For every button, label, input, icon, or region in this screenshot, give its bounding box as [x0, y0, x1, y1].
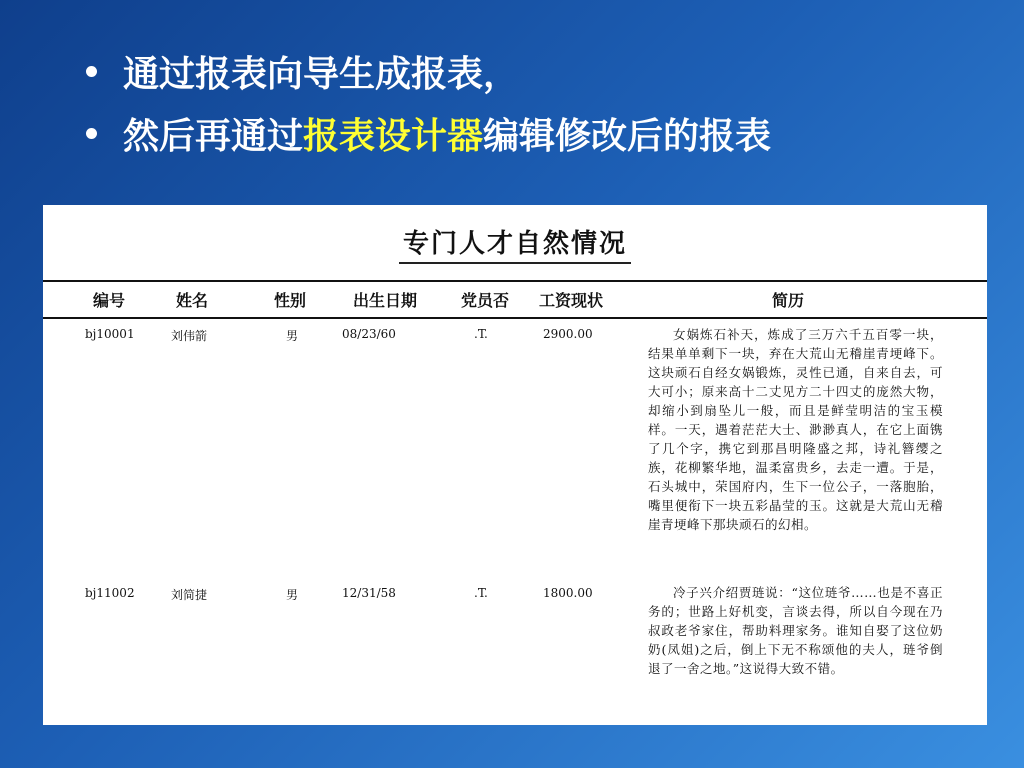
- row1-resume: 女娲炼石补天，炼成了三万六千五百零一块，结果单单剩下一块，弃在大荒山无稽崖青埂峰下。这块顽石自经女娲锻炼，灵性已通，自来自去，可大可小；原来高十二丈见方二十四丈的庞然大物，却缩小到扇坠儿一般，而且是鲜莹明洁的宝玉模样。一天，遇着茫茫大士、渺渺真人，在它上面镌了几个字，携它到那昌明隆盛之邦，诗礼簪缨之族，花柳繁华地，温柔富贵乡，去走一遭。于是，石头城中，荣国府内，生下一位公子，一落胞胎，嘴里便衔下一块五彩晶莹的玉。这就是大荒山无稽崖青埂峰下那块顽石的幻相。: [648, 327, 943, 532]
- header-name: 姓名: [176, 291, 209, 310]
- header-resume: 简历: [772, 291, 805, 310]
- bullet-2-text-before: 然后再通过: [123, 115, 304, 157]
- report-title-text: 专门人才自然情况: [399, 223, 631, 264]
- bullet-dot-icon: [86, 66, 97, 77]
- bullet-2-highlight: 报表设计器: [303, 115, 484, 157]
- bullet-item-1: [86, 40, 986, 102]
- header-birth: 出生日期: [353, 291, 418, 310]
- row2-party: .T.: [474, 586, 488, 600]
- row2-birth: 12/31/58: [342, 586, 396, 600]
- row2-gender: 男: [286, 588, 299, 602]
- header-top-rule: [43, 280, 987, 282]
- row1-party: .T.: [474, 327, 488, 341]
- header-party: 党员否: [461, 291, 510, 310]
- bullet-dot-icon: [86, 128, 97, 139]
- row2-resume: 冷子兴介绍贾琏说：“这位琏爷……也是不喜正务的；世路上好机变，言谈去得，所以自今现在乃叔政老爷家住，帮助料理家务。谁知自娶了这位奶奶(凤姐)之后，倒上下无不称颂他的夫人，琏爷倒退了一舍之地。”这说得大致不错。: [648, 585, 943, 676]
- header-bottom-rule: [43, 317, 987, 319]
- header-id: 编号: [93, 291, 126, 310]
- row1-id: bj10001: [85, 327, 135, 341]
- row2-id: bj11002: [85, 586, 135, 600]
- bullet-item-2: [86, 102, 986, 164]
- row1-salary: 2900.00: [543, 327, 593, 341]
- bullet-list: [86, 40, 986, 164]
- row1-name: 刘伟箭: [171, 329, 208, 343]
- row1-gender: 男: [286, 329, 299, 343]
- bullet-1-text: 通过报表向导生成报表，: [123, 53, 520, 95]
- header-salary: 工资现状: [539, 291, 604, 310]
- report-preview: [43, 205, 987, 725]
- bullet-2-text-after: 编辑修改后的报表: [483, 115, 772, 157]
- row1-birth: 08/23/60: [342, 327, 396, 341]
- row2-name: 刘简捷: [171, 588, 208, 602]
- report-title: [43, 223, 987, 264]
- header-gender: 性别: [274, 291, 307, 310]
- row2-salary: 1800.00: [543, 586, 593, 600]
